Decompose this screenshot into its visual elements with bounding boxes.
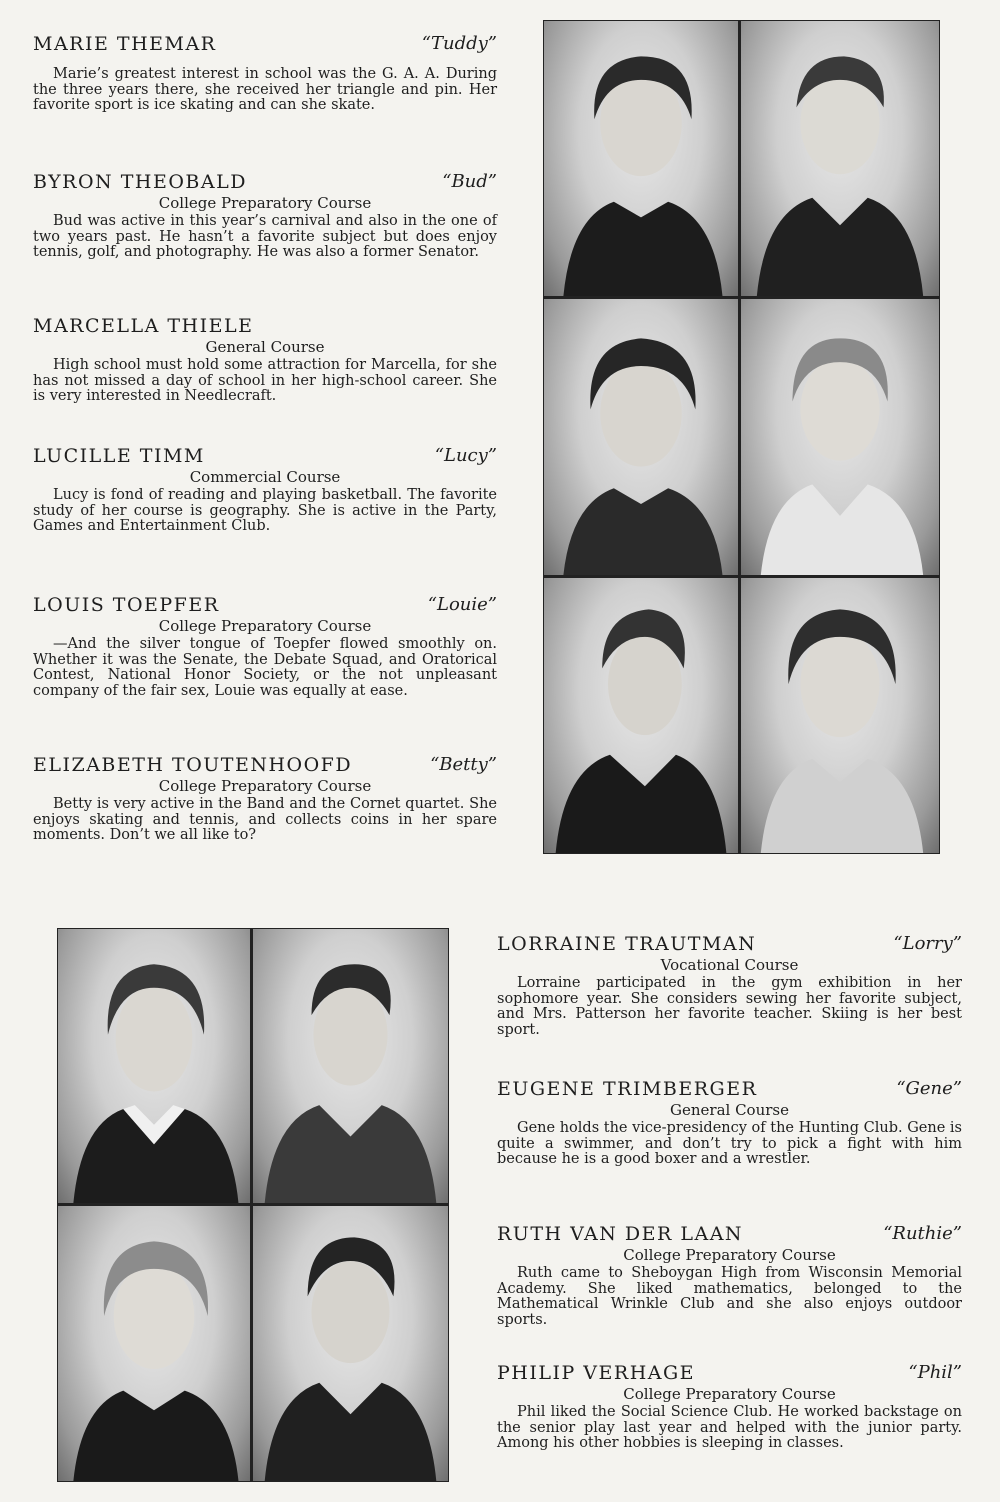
student-name: RUTH VAN DER LAAN bbox=[497, 1223, 744, 1245]
entry-louis-toepfer bbox=[33, 594, 497, 699]
entry-lucille-timm bbox=[33, 445, 497, 535]
entry-eugene-trimberger bbox=[497, 1078, 962, 1168]
student-blurb: Bud was active in this year’s carnival and also in the one of two years past. He hasn’t a favorite subject but does enjoy tennis, golf, and photography. He was also a former Senator. bbox=[33, 213, 497, 260]
student-nickname: “Bud” bbox=[442, 171, 497, 192]
student-name: PHILIP VERHAGE bbox=[497, 1362, 696, 1384]
student-name: LOUIS TOEPFER bbox=[33, 594, 220, 616]
student-name: MARIE THEMAR bbox=[33, 33, 217, 55]
portrait-photo bbox=[544, 21, 738, 296]
student-nickname: “Gene” bbox=[896, 1078, 962, 1099]
student-name: EUGENE TRIMBERGER bbox=[497, 1078, 758, 1100]
student-name: MARCELLA THIELE bbox=[33, 315, 254, 337]
student-course: General Course bbox=[205, 338, 325, 356]
portrait-photo bbox=[58, 929, 250, 1203]
woman-portrait-icon bbox=[741, 299, 939, 575]
student-nickname: “Ruthie” bbox=[883, 1223, 962, 1244]
student-blurb: Lorraine participated in the gym exhibition in her sophomore year. She considers sewing her favorite subject, and Mrs. Patterson her favorite teacher. Skiing is her best sport. bbox=[497, 975, 962, 1038]
entry-byron-theobald bbox=[33, 171, 497, 261]
student-blurb: Betty is very active in the Band and the Cornet quartet. She enjoys skating and tennis, and collects coins in her spare moments. Don’t we all like to? bbox=[33, 796, 497, 843]
portrait-photo bbox=[58, 1206, 250, 1481]
student-blurb: Gene holds the vice-presidency of the Hunting Club. Gene is quite a swimmer, and don’t try to pick a fight with him because he is a good boxer and a wrestler. bbox=[497, 1120, 962, 1167]
student-course: College Preparatory Course bbox=[158, 194, 372, 212]
student-nickname: “Betty” bbox=[430, 754, 497, 775]
student-nickname: “Louie” bbox=[427, 594, 497, 615]
bottom-photo-grid bbox=[57, 928, 449, 1482]
portrait-photo bbox=[253, 1206, 448, 1481]
student-course: College Preparatory Course bbox=[158, 617, 372, 635]
portrait-photo bbox=[741, 21, 939, 296]
woman-portrait-icon bbox=[544, 299, 738, 575]
portrait-photo bbox=[741, 578, 939, 853]
student-course: College Preparatory Course bbox=[623, 1385, 836, 1403]
student-course: Vocational Course bbox=[660, 956, 799, 974]
portrait-photo bbox=[544, 299, 738, 575]
student-blurb: Marie’s greatest interest in school was the G. A. A. During the three years there, she received her triangle and pin. Her favorite sport is ice skating and can she skate. bbox=[33, 66, 497, 113]
man-portrait-icon bbox=[253, 929, 448, 1203]
man-portrait-icon bbox=[544, 578, 738, 853]
student-nickname: “Lucy” bbox=[434, 445, 497, 466]
student-course: College Preparatory Course bbox=[623, 1246, 836, 1264]
man-portrait-icon bbox=[741, 21, 939, 296]
student-blurb: —And the silver tongue of Toepfer flowed smoothly on. Whether it was the Senate, the Debate Squad, and Oratorical Contest, National Honor Society, or the not unpleasant company of the fair sex, Louie was equally at ease. bbox=[33, 636, 497, 699]
student-nickname: “Tuddy” bbox=[421, 33, 497, 54]
man-portrait-icon bbox=[253, 1206, 448, 1481]
student-name: LORRAINE TRAUTMAN bbox=[497, 933, 757, 955]
portrait-photo bbox=[544, 578, 738, 853]
entry-philip-verhage bbox=[497, 1362, 962, 1452]
entry-ruth-van-der-laan bbox=[497, 1223, 962, 1328]
student-course: Commercial Course bbox=[189, 468, 341, 486]
entry-marcella-thiele bbox=[33, 315, 497, 405]
student-blurb: High school must hold some attraction for Marcella, for she has not missed a day of school in her high-school career. She is very interested in Needlecraft. bbox=[33, 357, 497, 404]
student-nickname: “Phil” bbox=[908, 1362, 962, 1383]
student-name: LUCILLE TIMM bbox=[33, 445, 205, 467]
student-nickname: “Lorry” bbox=[893, 933, 962, 954]
student-name: BYRON THEOBALD bbox=[33, 171, 247, 193]
student-blurb: Ruth came to Sheboygan High from Wisconsin Memorial Academy. She liked mathematics, belonged to the Mathematical Wrinkle Club and she also enjoys outdoor sports. bbox=[497, 1265, 962, 1328]
student-course: General Course bbox=[670, 1101, 789, 1119]
entry-marie-themar bbox=[33, 33, 497, 114]
student-name: ELIZABETH TOUTENHOOFD bbox=[33, 754, 353, 776]
student-blurb: Lucy is fond of reading and playing basketball. The favorite study of her course is geography. She is active in the Party, Games and Entertainment Club. bbox=[33, 487, 497, 534]
woman-portrait-icon bbox=[58, 929, 250, 1203]
entry-lorraine-trautman bbox=[497, 933, 962, 1038]
student-blurb: Phil liked the Social Science Club. He worked backstage on the senior play last year and helped with the junior party. Among his other hobbies is sleeping in classes. bbox=[497, 1404, 962, 1451]
top-photo-grid bbox=[543, 20, 940, 854]
woman-portrait-icon bbox=[58, 1206, 250, 1481]
woman-portrait-icon bbox=[544, 21, 738, 296]
portrait-photo bbox=[741, 299, 939, 575]
portrait-photo bbox=[253, 929, 448, 1203]
entry-elizabeth-toutenhoofd bbox=[33, 754, 497, 844]
woman-portrait-icon bbox=[741, 578, 939, 853]
student-course: College Preparatory Course bbox=[158, 777, 372, 795]
